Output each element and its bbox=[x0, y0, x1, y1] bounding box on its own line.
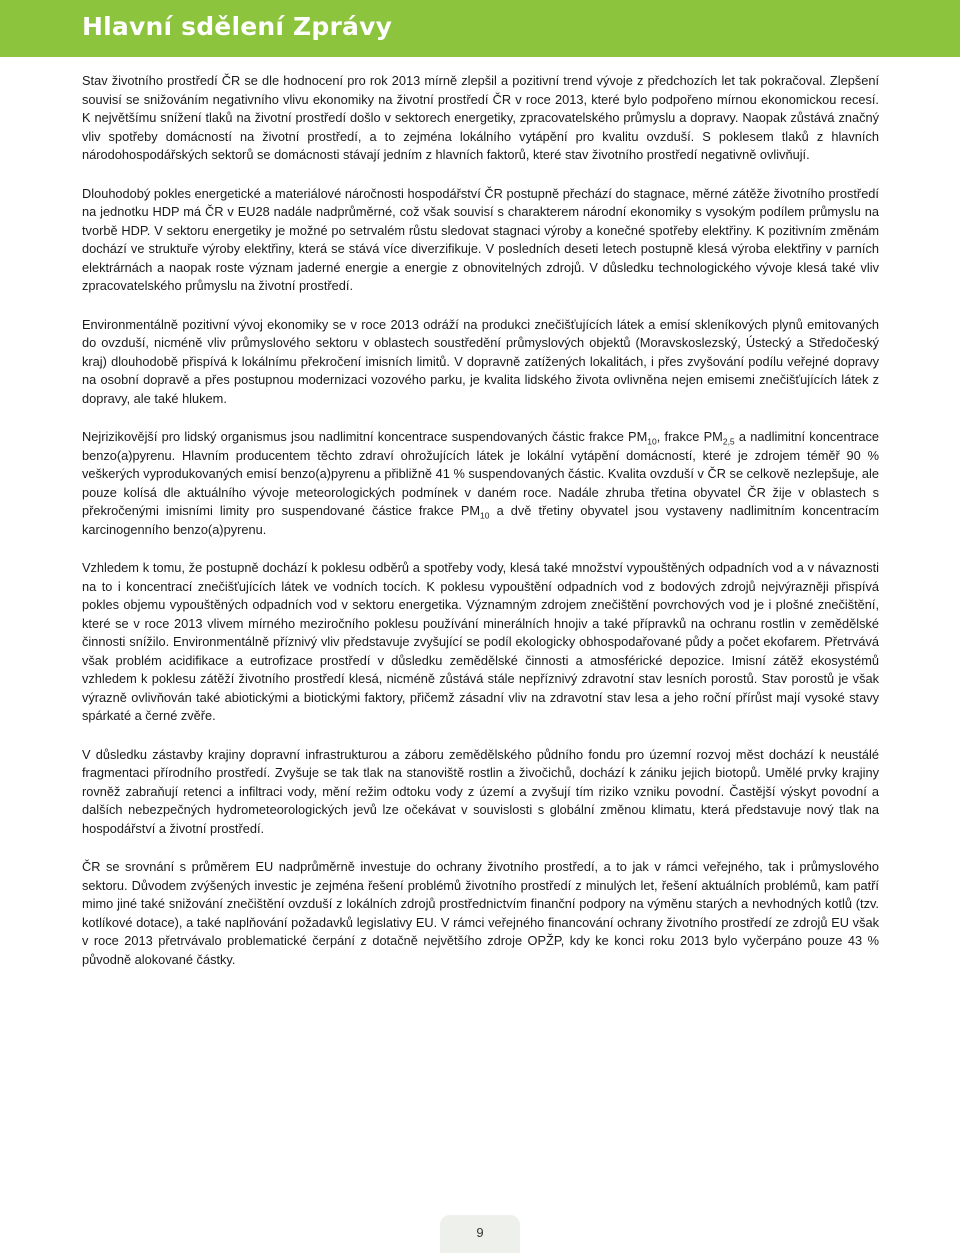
paragraph-5: Vzhledem k tomu, že postupně dochází k poklesu odběrů a spotřeby vody, klesá také množství vypouštěných odpadních vod a v návaznosti na to i koncentrací znečišťujících látek ve vodních tocích. K poklesu vypouštění odpadních vod z bodových zdrojů nejvýrazněji přispívá pokles objemu vypouštěných odpadních vod v sektoru energetika. Významným zdrojem znečištění povrchových vod je i plošné znečištění, které se v roce 2013 vlivem mírného meziročního poklesu používání minerálních hnojiv a také přípravků na ochranu rostlin v zemědělské činnosti snížilo. Environmentálně příznivý vliv představuje zvyšující se podíl ekologicky obhospodařované půdy a počet ekofarem. Přetrvává však problém acidifikace a eutrofizace prostředí v důsledku zemědělské činnosti a atmosférické depozice. Imisní zátěž ekosystémů vzhledem k poklesu zátěží životního prostředí klesá, nicméně zůstává stále nepříznivý zdravotní stav lesních porostů. Stav porostů je však výrazně ovlivňován také abiotickými a biotickými faktory, přičemž zásadní vliv na zdravotní stav lesa a jeho roční přírůst mají vysoké stavy spárkaté a černé zvěře. bbox=[82, 560, 879, 723]
page-number: 9 bbox=[476, 1225, 484, 1240]
paragraph-1: Stav životního prostředí ČR se dle hodnocení pro rok 2013 mírně zlepšil a pozitivní trend vývoje z předchozích let tak pokračoval. Zlepšení souvisí se snižováním negativního vlivu ekonomiky na životní prostředí ČR v roce 2013, které bylo podpořeno mírnou ekonomickou recesí. K největšímu snížení tlaků na životní prostředí došlo v sektorech energetiky, zpracovatelského průmyslu a dopravy. Naopak zůstává značný vliv spotřeby domácností na životní prostředí, a to zejména lokálního vytápění pro kvalitu ovzduší. S poklesem tlaků z hlavních národohospodářských sektorů se domácnosti stávají jedním z hlavních faktorů, které stav životního prostředí negativně ovlivňují. bbox=[82, 73, 879, 162]
paragraph-2: Dlouhodobý pokles energetické a materiálové náročnosti hospodářství ČR postupně přechází do stagnace, měrné zátěže životního prostředí na jednotku HDP má ČR v EU28 nadále nadprůměrné, což však souvisí s charakterem národní ekonomiky s vysokým podílem průmyslu na tvorbě HDP. V sektoru energetiky je možné po setrvalém růstu sledovat stagnaci výroby a konečné spotřeby elektřiny. K pozitivním změnám dochází ve struktuře výroby elektřiny, která se stává více diverzifikuje. V posledních deseti letech postupně klesá výroba elektřiny v parních elektrárnách a naopak roste význam jaderné energie a energie z obnovitelných zdrojů. V důsledku technologického vývoje klesá také vliv zpracovatelského průmyslu na životní prostředí. bbox=[82, 185, 879, 293]
page-title: Hlavní sdělení Zprávy bbox=[82, 12, 393, 41]
header-bar bbox=[0, 0, 960, 57]
paragraph-4-part-3: a nadlimitní koncentrace benzo(a)pyrenu. Hlavním producentem těchto zdraví ohrožujících látek je lokální vytápění domácností, které je zdrojem téměř 90 % veškerých vyprodukovaných emisí benzo(a)pyrenu a přibližně 41 % suspendovaných částic. Kvalita ovzduší v ČR se celkově nezlepšuje, ale pouze kolísá dle aktuálního vývoje meteorologických podmínek v daném roce. Nadále zhruba třetina obyvatel ČR žije v oblastech s překročenými imisními limity pro suspendované částice frakce PM bbox=[82, 429, 880, 518]
pm25-subscript: 2,5 bbox=[722, 436, 735, 447]
paragraph-7: ČR se srovnání s průměrem EU nadprůměrně investuje do ochrany životního prostředí, a to jak v rámci veřejného, tak i průmyslového sektoru. Důvodem zvýšených investic je zejména řešení problémů životního prostředí z minulých let, řešení aktuálních problémů, kam patří mimo jiné také snižování znečištění ovzduší z lokálních zdrojů prostřednictvím finanční podpory na výměnu starých a nevhodných kotlů (tzv. kotlíkové dotace), a také naplňování požadavků legislativy EU. V rámci veřejného financování ochrany životního prostředí ze zdrojů EU však v roce 2013 přetrvávalo problematické čerpání z dotačně největšího zdroje OPŽP, kdy ke konci roku 2013 bylo vyčerpáno pouze 43 % původně alokované částky. bbox=[82, 859, 879, 967]
paragraph-4 bbox=[82, 428, 879, 539]
paragraph-3: Environmentálně pozitivní vývoj ekonomiky se v roce 2013 odráží na produkci znečišťujících látek a emisí skleníkových plynů emitovaných do ovzduší, nicméně vliv průmyslového sektoru v oblastech soustředění průmyslových objektů (Moravskoslezský, Ústecký a Středočeský kraj) dlouhodobě přispívá k lokálnímu překročení imisních limitů. V dopravně zatížených lokalitách, i přes zvyšování podílu veřejné dopravy na osobní dopravě a přes postupnou modernizaci vozového parku, je kvalita lidského života ovlivněna nejen emisemi znečišťujících látek z dopravy, ale také hlukem. bbox=[82, 316, 879, 406]
page-number-tab bbox=[440, 1215, 520, 1253]
paragraph-4-part-1: Nejrizikovější pro lidský organismus jsou nadlimitní koncentrace suspendovaných částic frakce PM bbox=[82, 429, 648, 444]
paragraph-4-part-4: a dvě třetiny obyvatel jsou vystaveny nadlimitním koncentracím karcinogenního benzo(a)pyrenu. bbox=[82, 503, 879, 537]
pm10-subscript-2: 10 bbox=[480, 510, 490, 521]
paragraph-6: V důsledku zástavby krajiny dopravní infrastrukturou a záboru zemědělského půdního fondu pro územní rozvoj měst dochází k neustálé fragmentaci přírodního prostředí. Zvyšuje se tak tlak na stanoviště rostlin a živočichů, dochází k zániku jejich biotopů. Umělé prvky krajiny rovněž zabraňují retenci a infiltraci vody, mění režim odtoku vody z území a zvyšují tím riziko vzniku povodní. Častější výskyt povodní a dalších nebezpečných hydrometeorologických jevů lze očekávat v souvislosti s globální změnou klimatu, která představuje nový tlak na hospodářství a životní prostředí. bbox=[82, 746, 879, 836]
pm10-subscript: 10 bbox=[647, 436, 657, 447]
main-content bbox=[82, 72, 879, 989]
paragraph-4-part-2: , frakce PM bbox=[656, 429, 723, 444]
